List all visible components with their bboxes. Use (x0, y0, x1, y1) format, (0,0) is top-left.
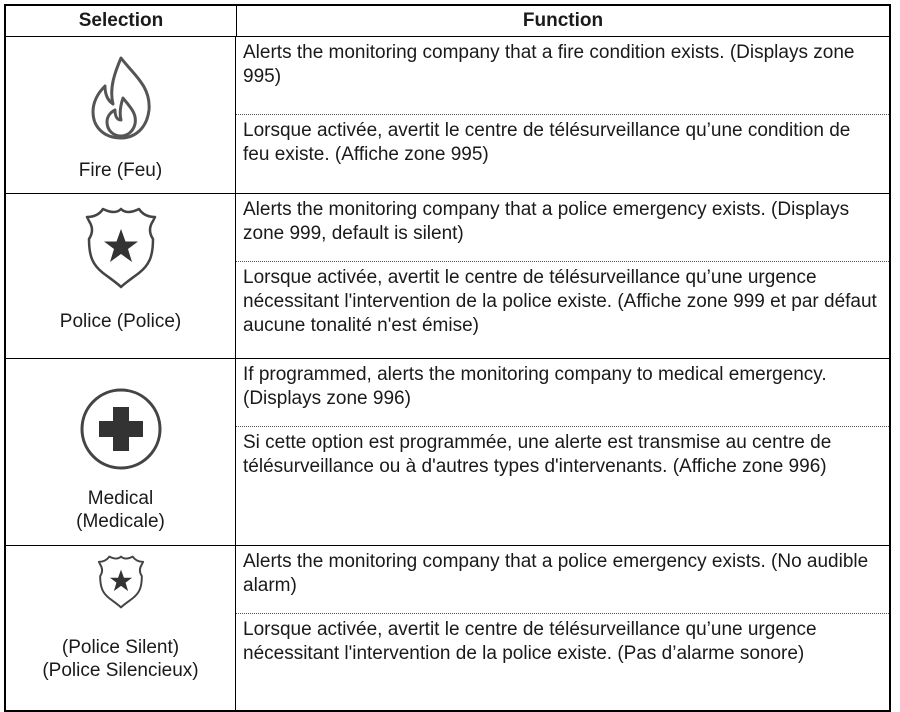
function-english: Alerts the monitoring company that a police emergency exists. (Displays zone 999, default is silent) (243, 199, 850, 244)
selection-cell-police-silent (6, 546, 236, 710)
fire-icon (81, 47, 161, 147)
function-cell-police-silent (236, 546, 889, 710)
police-silent-badge-icon (96, 552, 146, 612)
function-french: Lorsque activée, avertit le centre de télésurveillance qu’une urgence nécessitant l'intervention de la police existe. (Pas d’alarme sonore) (236, 613, 889, 666)
selection-cell-medical (6, 359, 236, 545)
table-row-fire (6, 37, 889, 194)
function-table (4, 4, 891, 712)
police-badge-icon (83, 200, 159, 296)
table-row-police-silent (6, 546, 889, 710)
selection-label-line1: Medical (87, 488, 154, 509)
selection-label: Fire (Feu) (78, 160, 163, 181)
function-french: Lorsque activée, avertit le centre de télésurveillance qu’une urgence nécessitant l'intervention de la police existe. (Affiche zone 999 et par défaut aucune tonalité n'est émise) (236, 261, 889, 338)
function-english: Alerts the monitoring company that a fire condition exists. (Displays zone 995) (243, 42, 855, 87)
function-cell-medical (236, 359, 889, 545)
function-english: If programmed, alerts the monitoring company to medical emergency. (Displays zone 996) (243, 364, 827, 409)
selection-label-line1: (Police Silent) (61, 637, 180, 658)
medical-cross-icon (79, 381, 163, 477)
selection-label-line2: (Police Silencieux) (42, 660, 199, 681)
selection-header: Selection (6, 6, 237, 36)
selection-cell-police (6, 194, 236, 358)
function-english: Alerts the monitoring company that a police emergency exists. (No audible alarm) (243, 551, 869, 596)
function-french: Si cette option est programmée, une alerte est transmise au centre de télésurveillance ou à d'autres types d'intervenants. (Affiche zone 996) (236, 426, 889, 479)
function-header: Function (522, 10, 604, 31)
function-cell-police (236, 194, 889, 358)
table-header (6, 6, 889, 37)
selection-label-line2: (Medicale) (76, 511, 165, 532)
selection-label: Police (Police) (59, 311, 182, 332)
table-row-medical (6, 359, 889, 546)
function-cell-fire (236, 37, 889, 193)
function-french: Lorsque activée, avertit le centre de télésurveillance qu’une condition de feu existe. (Affiche zone 995) (236, 114, 889, 167)
table-row-police (6, 194, 889, 359)
selection-cell-fire (6, 37, 236, 193)
